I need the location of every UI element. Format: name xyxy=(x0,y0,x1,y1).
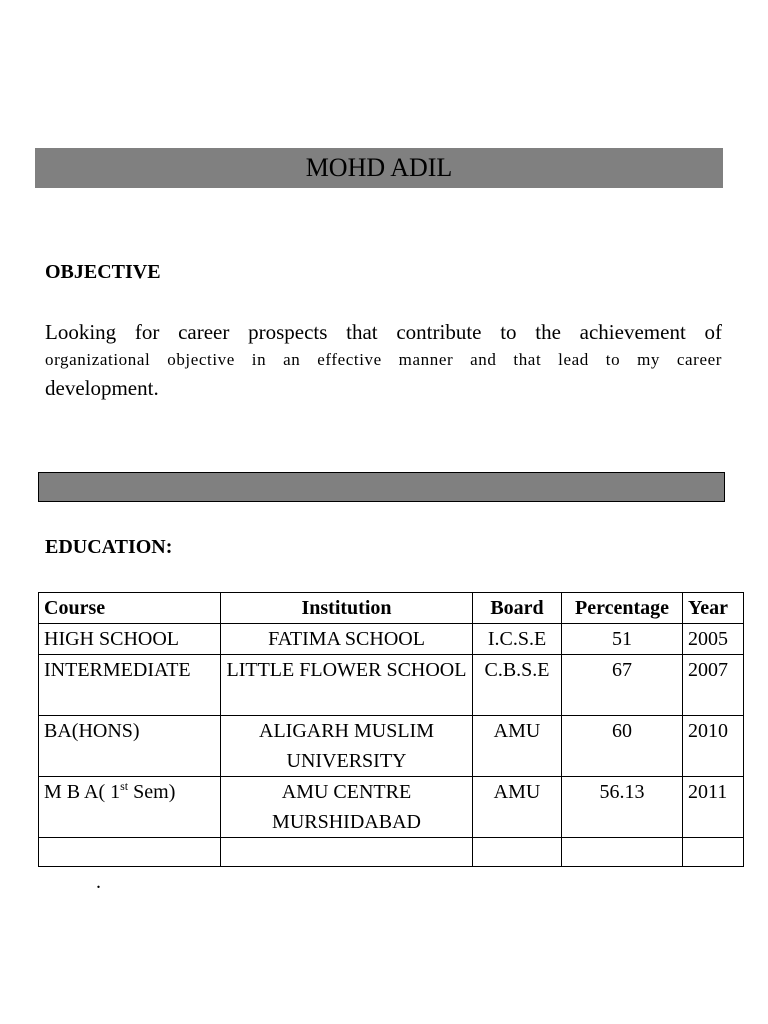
empty-cell xyxy=(683,838,744,867)
institution-cell: FATIMA SCHOOL xyxy=(221,624,473,655)
table-row xyxy=(39,777,744,838)
institution-cell: ALIGARH MUSLIM UNIVERSITY xyxy=(221,716,473,777)
board-cell: I.C.S.E xyxy=(473,624,562,655)
course-cell: HIGH SCHOOL xyxy=(39,624,221,655)
name-header-bar xyxy=(35,148,723,188)
candidate-name: MOHD ADIL xyxy=(305,153,453,182)
objective-line-2: organizational objective in an effective manner and that lead to my career xyxy=(45,350,722,369)
table-row xyxy=(39,655,744,716)
empty-table-row xyxy=(39,838,744,867)
percentage-cell: 60 xyxy=(562,716,683,777)
objective-line-1: Looking for career prospects that contribute to the achievement of xyxy=(45,320,722,344)
course-cell xyxy=(39,777,221,838)
course-prefix: M B A( 1 xyxy=(44,781,121,803)
empty-cell xyxy=(562,838,683,867)
empty-cell xyxy=(473,838,562,867)
column-header-course: Course xyxy=(39,593,221,624)
year-cell: 2005 xyxy=(683,624,744,655)
institution-cell: LITTLE FLOWER SCHOOL xyxy=(221,655,473,716)
table-row xyxy=(39,716,744,777)
column-header-year: Year xyxy=(683,593,744,624)
stray-dot: . xyxy=(96,871,101,893)
board-cell: AMU xyxy=(473,777,562,838)
empty-cell xyxy=(221,838,473,867)
institution-cell: AMU CENTRE MURSHIDABAD xyxy=(221,777,473,838)
table-row xyxy=(39,624,744,655)
objective-heading: OBJECTIVE xyxy=(45,261,161,283)
column-header-percentage: Percentage xyxy=(562,593,683,624)
percentage-cell: 56.13 xyxy=(562,777,683,838)
year-cell: 2010 xyxy=(683,716,744,777)
course-cell: BA(HONS) xyxy=(39,716,221,777)
objective-line-3: development. xyxy=(45,376,159,400)
section-divider-bar xyxy=(38,472,725,502)
course-ordinal-suffix: st xyxy=(120,779,129,793)
year-cell: 2011 xyxy=(683,777,744,838)
course-cell: INTERMEDIATE xyxy=(39,655,221,716)
percentage-cell: 67 xyxy=(562,655,683,716)
education-heading: EDUCATION: xyxy=(45,536,173,558)
table-header-row xyxy=(39,593,744,624)
board-cell: C.B.S.E xyxy=(473,655,562,716)
percentage-cell: 51 xyxy=(562,624,683,655)
column-header-institution: Institution xyxy=(221,593,473,624)
education-table xyxy=(38,592,744,867)
objective-paragraph xyxy=(45,318,722,402)
column-header-board: Board xyxy=(473,593,562,624)
year-cell: 2007 xyxy=(683,655,744,716)
course-suffix: Sem) xyxy=(128,781,176,803)
board-cell: AMU xyxy=(473,716,562,777)
empty-cell xyxy=(39,838,221,867)
